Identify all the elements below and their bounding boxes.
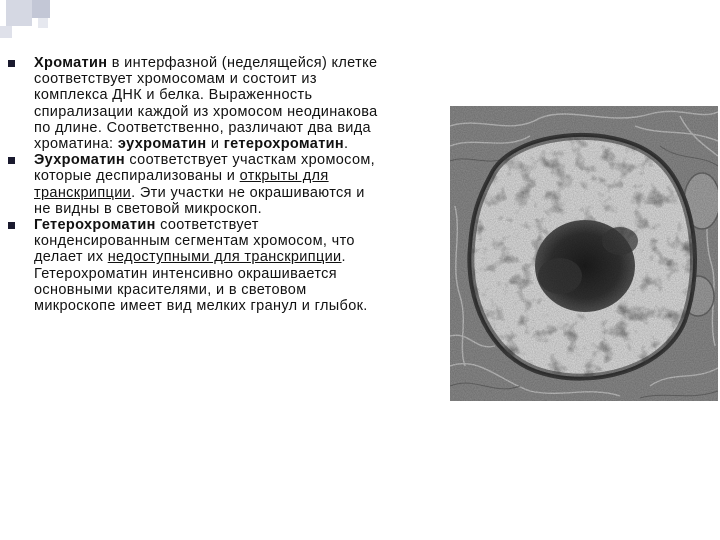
bullet-item [8,152,383,217]
bullet-marker-icon [8,60,15,67]
text-run: соответствует конденсированным сегментам хромосом, что делает их [34,217,355,266]
text-run: и [206,136,224,153]
text-run: . [344,136,349,153]
term-bold: Эухроматин [34,152,126,169]
bullet-text [34,217,383,314]
term-bold: эухроматин [117,136,207,153]
term-underlined: открыты для транскрипции [34,168,329,201]
nucleus-micrograph-image [450,106,718,401]
bullet-marker-icon [8,222,15,229]
term-bold: Гетерохроматин [34,217,156,234]
bullet-text [34,152,383,217]
term-bold: Хроматин [34,55,108,71]
bullet-item [8,55,383,152]
text-run: . Эти участки не окрашиваются и не видны в световой микроскоп. [34,184,365,217]
term-underlined: недоступными для транскрипции [107,249,342,266]
bullet-item [8,217,383,314]
term-bold: гетерохроматин [223,136,345,153]
text-run: соответствует участкам хромосом, которые деспирализованы и [34,152,376,185]
text-run: . Гетерохроматин интенсивно окрашивается основными красителями, и в световом микроскопе имеет вид мелких гранул и глыбок. [34,249,368,315]
text-run: в интерфазной (неделящейся) клетке соответствует хромосомам и состоит из комплекса ДНК и белка. Выраженность спирализации каждой из хромосом неодинакова по длине. Соответственно, различают два вида хроматина: [34,55,378,153]
bullet-marker-icon [8,157,15,164]
bullet-list [8,55,383,314]
bullet-text [34,55,383,152]
